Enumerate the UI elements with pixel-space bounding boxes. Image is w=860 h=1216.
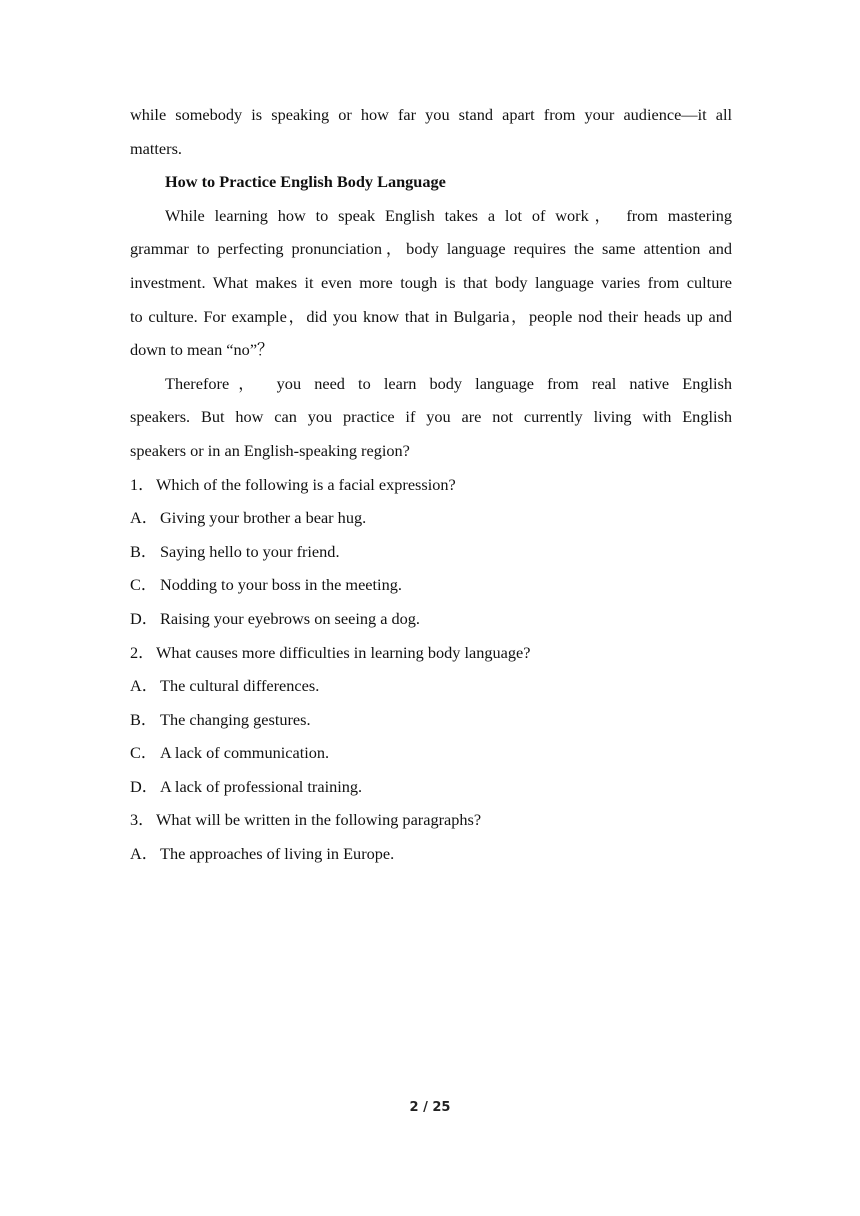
page-number: 2 / 25 — [409, 1100, 451, 1115]
question-stem — [130, 468, 732, 502]
option-letter: A． — [130, 844, 159, 864]
option-text: A lack of professional training. — [160, 776, 363, 796]
paragraph-line: While learning how to speak English takes a lot of work， from mastering — [165, 205, 732, 225]
question-number: 3． — [130, 810, 155, 830]
paragraph-line: speakers. But how can you practice if you are not currently living with English — [130, 407, 732, 427]
option-letter: B． — [130, 709, 158, 729]
paragraph-line: to culture. For example，did you know that in Bulgaria，people nod their heads up and — [130, 306, 732, 326]
question-number: 2． — [130, 642, 155, 662]
option-letter: C． — [130, 743, 158, 763]
question-text: What will be written in the following paragraphs? — [156, 810, 482, 830]
question-number: 1． — [130, 474, 155, 494]
option-text: A lack of communication. — [160, 743, 330, 763]
answer-option — [130, 535, 732, 569]
option-letter: D． — [130, 776, 159, 796]
question-stem — [130, 636, 732, 670]
answer-option — [130, 501, 732, 535]
option-text: Giving your brother a bear hug. — [160, 508, 367, 528]
option-letter: D． — [130, 608, 159, 628]
answer-option — [130, 837, 732, 871]
section-heading: How to Practice English Body Language — [165, 172, 446, 192]
paragraph-line: grammar to perfecting pronunciation，body language requires the same attention and — [130, 239, 732, 259]
option-text: Saying hello to your friend. — [160, 541, 340, 561]
option-letter: B． — [130, 541, 158, 561]
paragraph-line: speakers or in an English-speaking region? — [130, 440, 410, 460]
option-text: The cultural differences. — [160, 676, 320, 696]
paragraph-line: Therefore， you need to learn body language from real native English — [165, 373, 732, 393]
option-letter: A． — [130, 508, 159, 528]
option-text: Nodding to your boss in the meeting. — [160, 575, 402, 595]
option-text: The changing gestures. — [160, 709, 311, 729]
answer-option — [130, 770, 732, 804]
option-text: The approaches of living in Europe. — [160, 844, 395, 864]
answer-option — [130, 602, 732, 636]
option-letter: C． — [130, 575, 158, 595]
answer-option — [130, 568, 732, 602]
question-text: Which of the following is a facial expression? — [156, 474, 456, 494]
paragraph-line: down to mean “no”？ — [130, 340, 274, 360]
answer-option — [130, 669, 732, 703]
question-stem — [130, 803, 732, 837]
paragraph-line: matters. — [130, 138, 182, 158]
question-text: What causes more difficulties in learning body language? — [156, 642, 531, 662]
option-text: Raising your eyebrows on seeing a dog. — [160, 608, 420, 628]
paragraph-line: while somebody is speaking or how far you stand apart from your audience—it all — [130, 105, 732, 124]
answer-option — [130, 703, 732, 737]
option-letter: A． — [130, 676, 159, 696]
paragraph-line: investment. What makes it even more tough is that body language varies from culture — [130, 272, 732, 292]
answer-option — [130, 736, 732, 770]
page-content — [130, 98, 732, 871]
